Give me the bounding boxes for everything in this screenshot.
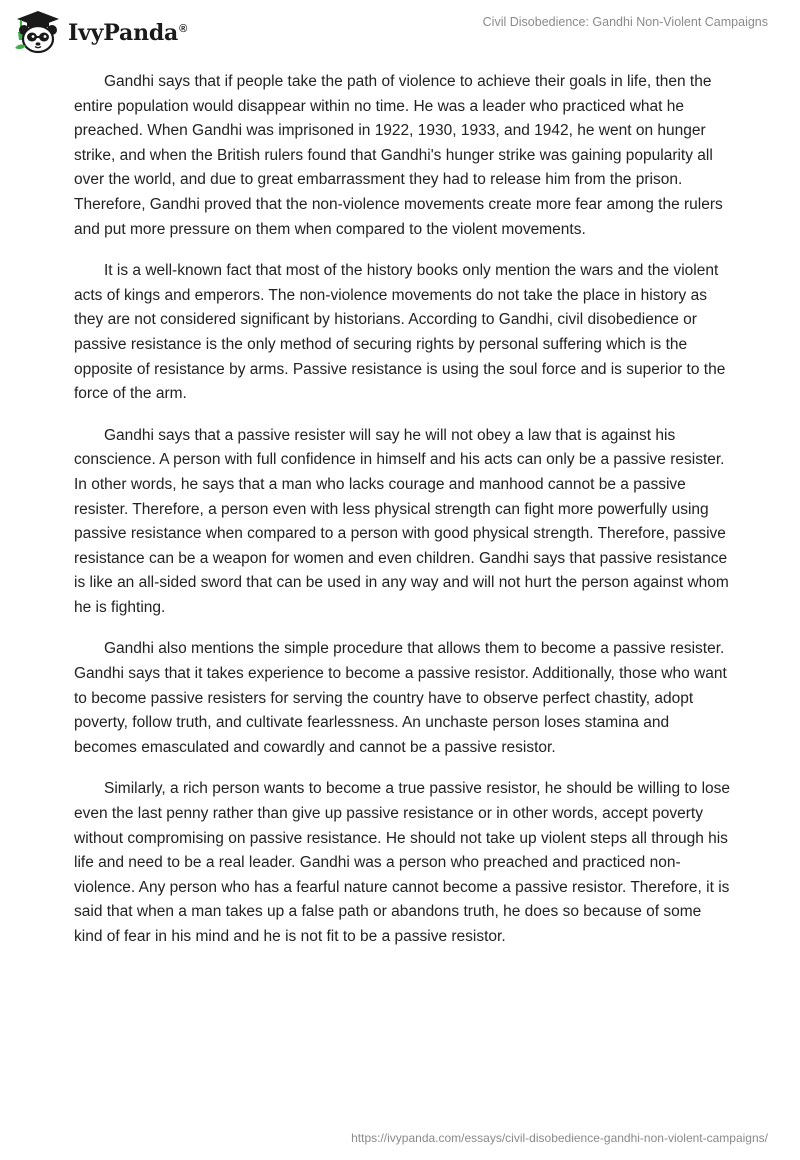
brand-logo[interactable] [12,8,187,56]
paragraph-4: Gandhi also mentions the simple procedure that allows them to become a passive resister. Gandhi says that it takes experience to become a passive resistor. Additionally, those who want to become passive resisters for serving the country have to observe perfect chastity, adopt poverty, follow truth, and cultivate fearlessness. An unchaste person loses stamina and becomes emasculated and cowardly and cannot be a passive resistor. [74,640,727,756]
paragraph-2: It is a well-known fact that most of the history books only mention the wars and the violent acts of kings and emperors. The non-violence movements do not take the place in history as they are not considered significant by historians. According to Gandhi, civil disobedience or passive resistance is the only method of securing rights by personal suffering which is the opposite of resistance by arms. Passive resistance is using the soul force and is superior to the force of the arm. [74,262,726,403]
brand-name: IvyPanda® [68,20,188,46]
paragraph-1: Gandhi says that if people take the path of violence to achieve their goals in life, then the entire population would disappear within no time. He was a leader who practiced what he preached. When Gandhi was imprisoned in 1922, 1930, 1933, and 1942, he went on hunger strike, and when the British rulers found that Gandhi's hunger strike was gaining popularity all over the world, and due to great embarrassment they had to release him from the prison. Therefore, Gandhi proved that the non-violence movements create more fear among the rulers and put more pressure on them when compared to the violent movements. [74,73,723,238]
paragraph-3: Gandhi says that a passive resister will say he will not obey a law that is against his conscience. A person with full confidence in himself and his acts can only be a passive resister. In other words, he says that a man who lacks courage and manhood cannot be a passive resister. Therefore, a person even with less physical strength can fight more powerfully using passive resistance when compared to a person with good physical strength. Therefore, passive resistance can be a weapon for women and even children. Gandhi says that passive resistance is like an all-sided sword that can be used in any way and will not hurt the person against whom he is fighting. [74,426,729,616]
registered-mark: ® [179,22,188,35]
essay-body [74,70,734,967]
paragraph-5: Similarly, a rich person wants to become a true passive resistor, he should be willing to lose even the last penny rather than give up passive resistance or in other words, accept poverty without compromising on passive resistance. He should not take up violent steps all through his life and need to be a real leader. Gandhi was a person who preached and practiced non-violence. Any person who has a fearful nature cannot become a passive resistor. Therefore, it is said that when a man takes up a false path or abandons truth, he does so because of some kind of fear in his mind and he is not fit to be a passive resistor. [74,780,731,945]
document-title: Civil Disobedience: Gandhi Non-Violent Campaigns [482,15,768,29]
page-header [0,0,800,70]
panda-graduate-logo-icon [12,8,64,56]
source-url-link[interactable]: https://ivypanda.com/essays/civil-disobedience-gandhi-non-violent-campaigns/ [351,1131,768,1145]
